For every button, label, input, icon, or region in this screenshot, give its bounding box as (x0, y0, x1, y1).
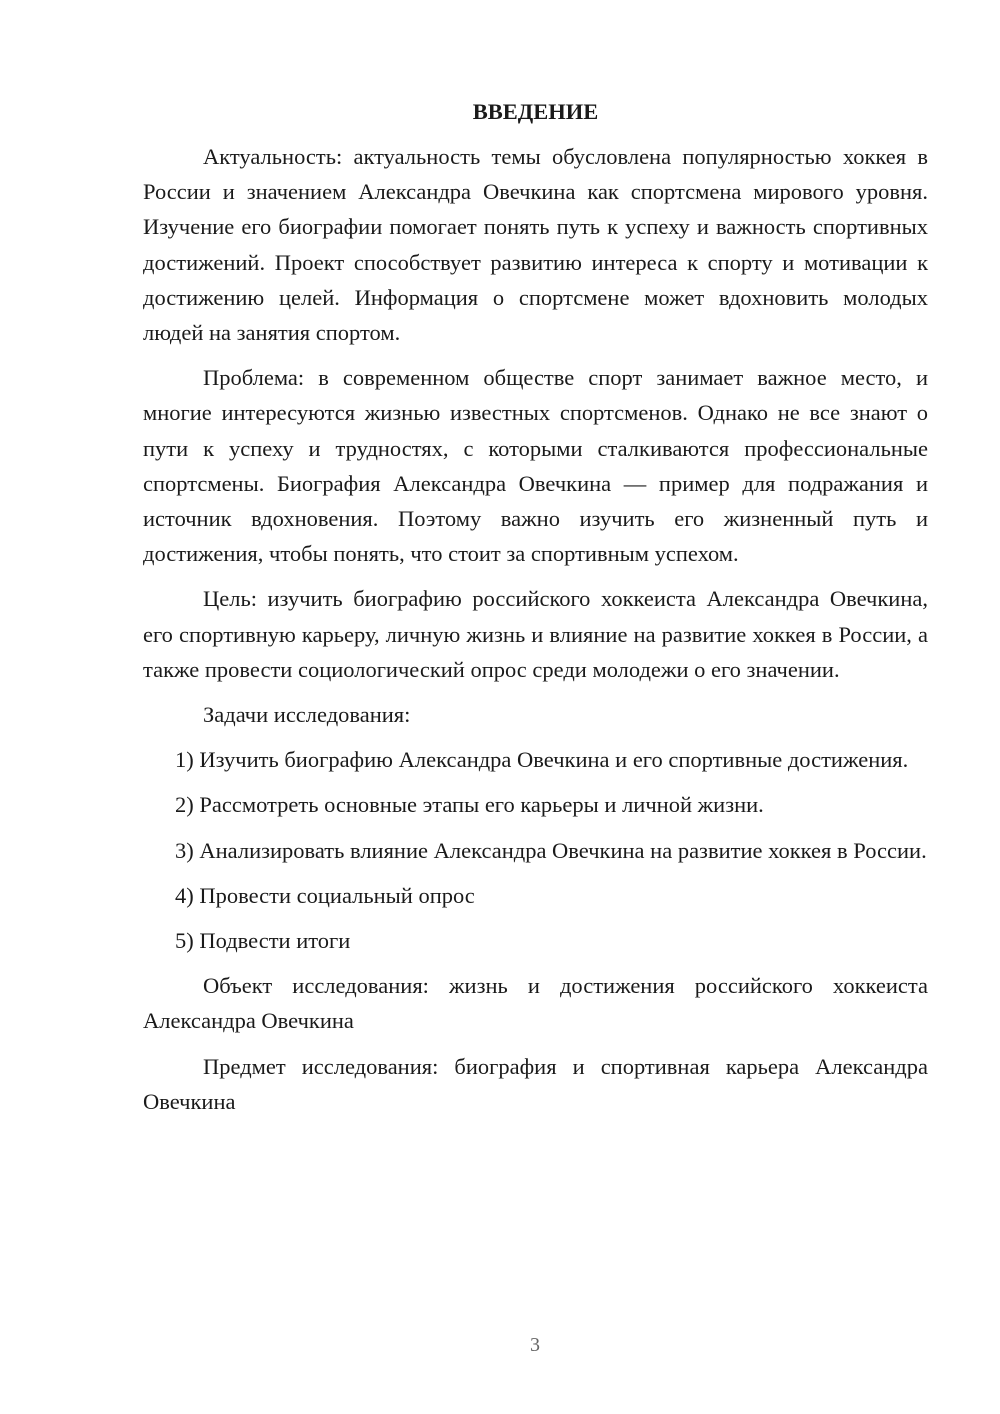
problem-paragraph: Проблема: в современном обществе спорт занимает важное место, и многие интересуются жизнью известных спортсменов. Однако не все знают о пути к успеху и трудностях, с которыми сталкиваются профессиональные спортсмены. Биография Александра Овечкина — пример для подражания и источник вдохновения. Поэтому важно изучить его жизненный путь и достижения, чтобы понять, что стоит за спортивным успехом. (143, 365, 928, 567)
document-page (143, 94, 928, 1129)
task-item-2: 2) Рассмотреть основные этапы его карьеры и личной жизни. (175, 792, 764, 818)
task-item-4: 4) Провести социальный опрос (175, 882, 475, 908)
goal-paragraph: Цель: изучить биографию российского хоккеиста Александра Овечкина, его спортивную карьеру, личную жизнь и влияние на развитие хоккея в России, а также провести социологический опрос среди молодежи о его значении. (143, 586, 928, 682)
relevance-paragraph: Актуальность: актуальность темы обусловлена популярностью хоккея в России и значением Александра Овечкина как спортсмена мирового уровня. Изучение его биографии помогает понять путь к успеху и важность спортивных достижений. Проект способствует развитию интереса к спорту и мотивации к достижению целей. Информация о спортсмене может вдохновить молодых людей на занятия спортом. (143, 144, 928, 346)
object-paragraph: Объект исследования: жизнь и достижения российского хоккеиста Александра Овечкина (143, 973, 928, 1034)
page-number: 3 (530, 1334, 540, 1356)
subject-paragraph: Предмет исследования: биография и спортивная карьера Александра Овечкина (143, 1053, 928, 1114)
task-item-1: 1) Изучить биографию Александра Овечкина и его спортивные достижения. (175, 747, 909, 773)
task-item-5: 5) Подвести итоги (175, 928, 351, 954)
tasks-title: Задачи исследования: (203, 702, 411, 728)
section-heading: ВВЕДЕНИЕ (472, 99, 599, 124)
task-item-3: 3) Анализировать влияние Александра Овечкина на развитие хоккея в России. (175, 837, 927, 863)
